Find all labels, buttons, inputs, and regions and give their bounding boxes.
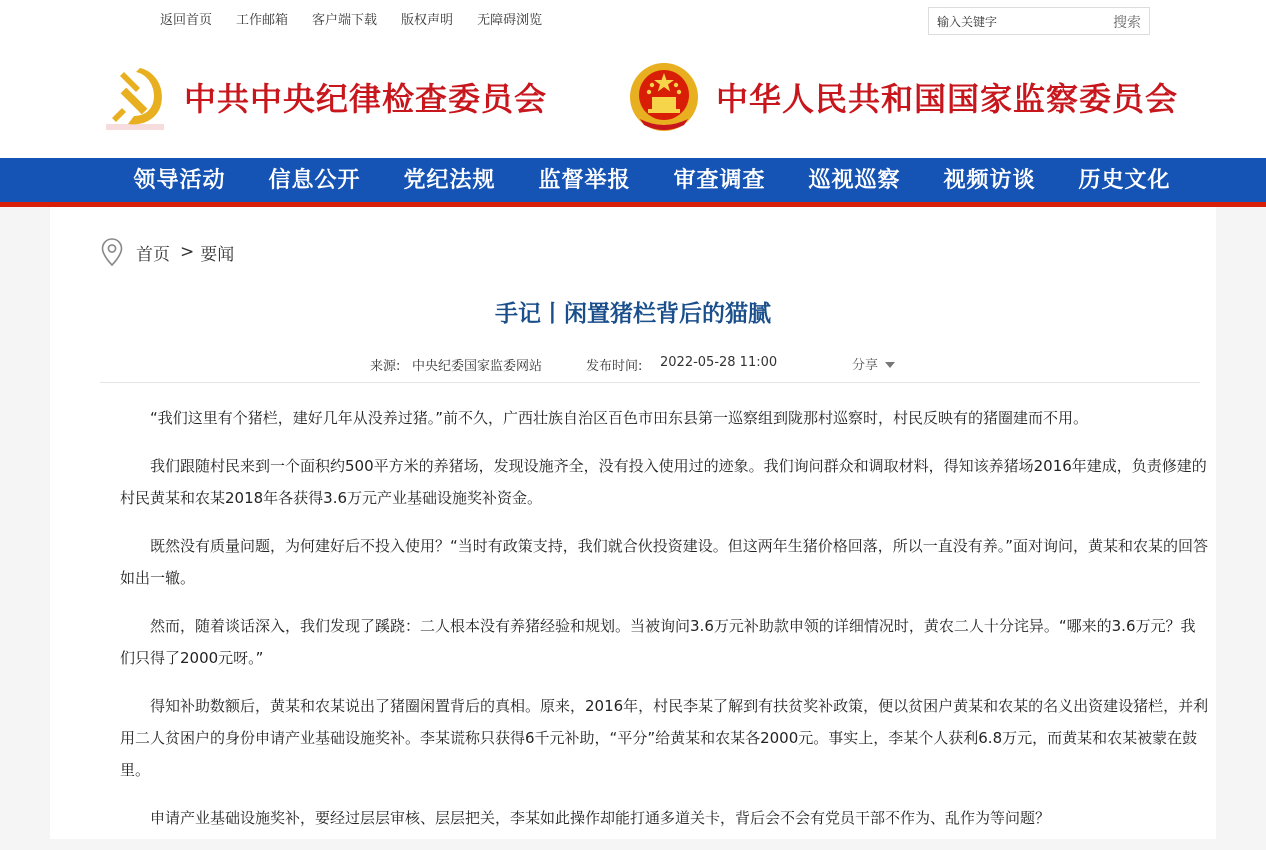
- nav-item-regulations[interactable]: 党纪法规: [403, 167, 496, 193]
- paragraph: 然而，随着谈话深入，我们发现了蹊跷：二人根本没有养猪经验和规划。当被询问3.6万元补助款申领的详细情况时，黄农二人十分诧异。“哪来的3.6万元？我们只得了2000元呀。”: [120, 617, 1196, 667]
- article-title: 手记丨闲置猪栏背后的猫腻: [495, 301, 771, 327]
- paragraph: 我们跟随村民来到一个面积约500平方米的养猪场，发现设施齐全，没有投入使用过的迹象。我们询问群众和调取材料，得知该养猪场2016年建成，负责修建的村民黄某和农某2018年各获得3.6万元产业基础设施奖补资金。: [120, 457, 1207, 507]
- title-divider: [100, 382, 1200, 383]
- nav-item-inspection[interactable]: 巡视巡察: [808, 167, 901, 193]
- publish-time: 2022-05-28 11:00: [660, 355, 778, 370]
- search-button[interactable]: 搜索: [1113, 15, 1141, 31]
- nsc-brand[interactable]: [626, 62, 1178, 132]
- caret-down-icon: [885, 361, 895, 369]
- nav-item-report[interactable]: 监督举报: [538, 167, 631, 193]
- national-emblem-icon: [626, 59, 702, 135]
- paragraph: 得知补助数额后，黄某和农某说出了猪圈闲置背后的真相。原来，2016年，村民李某了解到有扶贫奖补政策，便以贫困户黄某和农某的名义出资建设猪栏，并利用二人贫困户的身份申请产业基础设施奖补。李某谎称只获得6千元补助，“平分”给黄某和农某各2000元。事实上，李某个人获利6.8万元，而黄某和农某被蒙在鼓里。: [120, 697, 1209, 779]
- breadcrumb-home[interactable]: 首页: [136, 244, 170, 265]
- search-box: [928, 7, 1150, 35]
- share-label: 分享: [852, 358, 879, 373]
- breadcrumb-separator: >: [180, 242, 195, 262]
- paragraph: 既然没有质量问题，为何建好后不投入使用？“当时有政策支持，我们就合伙投资建设。但这两年生猪价格回落，所以一直没有养。”面对询问，黄某和农某的回答如出一辙。: [120, 537, 1209, 587]
- top-link-client-download[interactable]: 客户端下载: [312, 13, 378, 28]
- nav-item-leadership[interactable]: 领导活动: [133, 167, 226, 193]
- nav-item-history[interactable]: 历史文化: [1078, 167, 1171, 193]
- source-label: 来源:: [370, 359, 401, 374]
- ccdi-brand[interactable]: [100, 62, 547, 132]
- top-link-email[interactable]: 工作邮箱: [236, 13, 289, 28]
- share-button[interactable]: [852, 354, 895, 373]
- main-nav: [0, 158, 1266, 207]
- top-links: [160, 9, 542, 28]
- top-link-accessibility[interactable]: 无障碍浏览: [477, 13, 543, 28]
- article-container: [50, 207, 1216, 839]
- party-emblem-icon: [100, 62, 170, 132]
- top-link-home[interactable]: 返回首页: [160, 13, 213, 28]
- time-label: 发布时间:: [586, 359, 643, 374]
- search-input[interactable]: [929, 8, 1099, 36]
- nsc-name: 中华人民共和国国家监察委员会: [716, 80, 1179, 118]
- nav-item-investigation[interactable]: 审查调查: [673, 167, 766, 193]
- paragraph: “我们这里有个猪栏，建好几年从没养过猪。”前不久，广西壮族自治区百色市田东县第一巡察组到陇那村巡察时，村民反映有的猪圈建而不用。: [150, 409, 1089, 427]
- source-value: 中央纪委国家监委网站: [412, 359, 543, 374]
- site-header: [0, 0, 1266, 158]
- nav-item-video[interactable]: 视频访谈: [943, 167, 1036, 193]
- location-pin-icon: [100, 237, 124, 267]
- nav-item-info-disclosure[interactable]: 信息公开: [268, 167, 361, 193]
- breadcrumb-current[interactable]: 要闻: [200, 244, 235, 265]
- article-body: [120, 402, 1210, 850]
- paragraph: 申请产业基础设施奖补，要经过层层审核、层层把关，李某如此操作却能打通多道关卡，背后会不会有党员干部不作为、乱作为等问题？: [150, 809, 1051, 827]
- breadcrumb: [100, 237, 234, 267]
- top-link-copyright[interactable]: 版权声明: [401, 13, 454, 28]
- ccdi-name: 中共中央纪律检查委员会: [184, 80, 548, 118]
